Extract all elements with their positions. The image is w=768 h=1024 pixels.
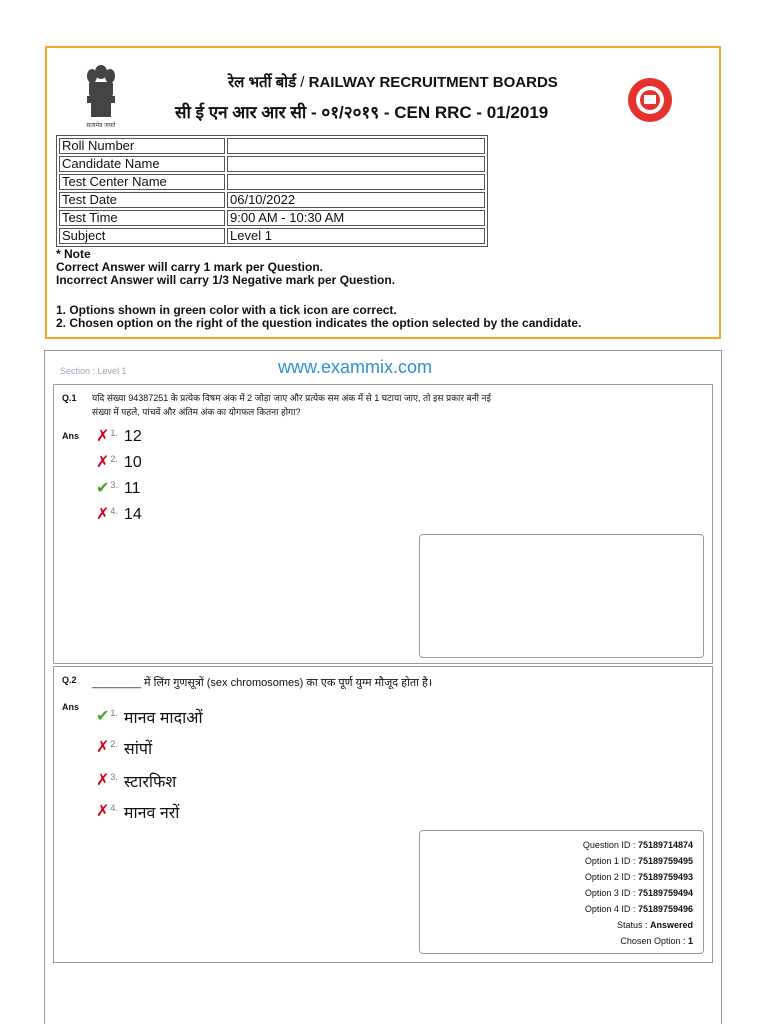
watermark: www.exammix.com [278,357,433,377]
marking-note [56,248,395,287]
meta-row [423,853,693,869]
answer-label: Ans [62,702,80,712]
meta-row [423,869,693,885]
meta-label: Status : [616,920,648,930]
option-text: 14 [123,506,142,523]
list-item [96,770,176,792]
info-value: Level 1 [227,228,485,244]
cross-icon: ✗ [96,772,110,789]
cross-icon: ✗ [96,803,110,820]
option-number: 1. [110,708,118,718]
instruction-line: 1. Options shown in green color with a tick icon are correct. [56,303,397,317]
table-row [59,156,485,172]
title-hindi: रेल भर्ती बोर्ड [228,74,297,91]
list-item [96,454,142,472]
option-id-value: 75189759493 [637,872,693,882]
meta-label: Option 4 ID : [584,904,636,914]
info-label: Roll Number [59,138,225,154]
info-value [227,174,485,190]
question-text: ________ में लिंग गुणसूत्रों (sex chromosomes) का एक पूर्ण युग्म मौजूद होता है। [92,677,433,689]
question-text: यदि संख्या 94387251 के प्रत्येक विषम अंक में 2 जोड़ा जाए और प्रत्येक सम अंक में से 1 घटाया जाए, तो इस प्रकार बनी नई संख्या में पहले, पांचवें और अंतिम अंक का योगफल कितना होगा? [92,393,491,417]
option-id-value: 75189759494 [637,888,693,898]
meta-row [423,917,693,933]
section-label: Section : Level 1 [60,366,127,376]
info-value [227,156,485,172]
list-item [96,428,142,446]
meta-label: Question ID : [582,840,636,850]
cross-icon: ✗ [96,506,110,523]
option-number: 1. [110,428,118,438]
question-id-value: 75189714874 [637,840,693,850]
meta-row [423,837,693,853]
info-label: Candidate Name [59,156,225,172]
meta-label: Option 1 ID : [584,856,636,866]
list-item [96,506,142,524]
meta-row [423,885,693,901]
info-value [227,138,485,154]
meta-label: Chosen Option : [620,936,686,946]
list-item [96,706,203,728]
meta-row [423,901,693,917]
option-number: 4. [110,506,118,516]
option-text: सांपों [123,741,153,758]
info-label: Test Time [59,210,225,226]
option-text: मानव मादाओं [123,710,203,727]
meta-label: Option 3 ID : [584,888,636,898]
question-meta [423,837,693,949]
option-text: 11 [123,480,141,497]
list-item [96,737,152,759]
question-number: Q.2 [62,675,77,685]
cross-icon: ✗ [96,739,110,756]
list-item [96,801,179,823]
railway-logo-icon [620,76,680,124]
option-text: स्टारफिश [123,774,177,791]
header-title [228,72,558,92]
table-row [59,228,485,244]
option-text: 12 [123,428,142,445]
info-label: Test Date [59,192,225,208]
option-number: 2. [110,454,118,464]
list-item [96,480,141,498]
info-value: 06/10/2022 [227,192,485,208]
cross-icon: ✗ [96,454,110,471]
chosen-option-value: 1 [687,936,693,946]
instruction-line: 2. Chosen option on the right of the question indicates the option selected by the candidate. [56,316,582,330]
header-subtitle: सी ई एन आर आर सी - ०१/२०१९ - CEN RRC - 01/2019 [175,103,549,122]
option-id-value: 75189759495 [637,856,693,866]
table-row [59,210,485,226]
table-row [59,174,485,190]
note-line: Correct Answer will carry 1 mark per Question. [56,260,323,274]
meta-row [423,933,693,949]
note-heading: * Note [56,247,91,261]
question-meta-box [419,534,704,658]
candidate-info-table [56,135,488,247]
option-number: 2. [110,739,118,749]
table-row [59,192,485,208]
checkmark-icon: ✔ [96,480,110,497]
option-id-value: 75189759496 [637,904,693,914]
info-label: Subject [59,228,225,244]
note-line: Incorrect Answer will carry 1/3 Negative mark per Question. [56,273,396,287]
answer-label: Ans [62,431,80,441]
status-value: Answered [649,920,693,930]
title-separator: / [296,74,309,91]
emblem-caption: सत्यमेव जयते [86,123,116,129]
instructions [56,304,581,330]
meta-label: Option 2 ID : [584,872,636,882]
cross-icon: ✗ [96,428,110,445]
info-value: 9:00 AM - 10:30 AM [227,210,485,226]
info-label: Test Center Name [59,174,225,190]
option-number: 3. [110,772,118,782]
title-english: RAILWAY RECRUITMENT BOARDS [308,74,558,91]
table-row [59,138,485,154]
option-text: 10 [123,454,142,471]
option-number: 4. [110,803,118,813]
checkmark-icon: ✔ [96,708,110,725]
option-number: 3. [110,480,118,490]
question-meta-box [419,830,704,954]
option-text: मानव नरों [123,805,180,822]
ashoka-emblem-icon [83,62,119,130]
question-number: Q.1 [62,393,77,403]
